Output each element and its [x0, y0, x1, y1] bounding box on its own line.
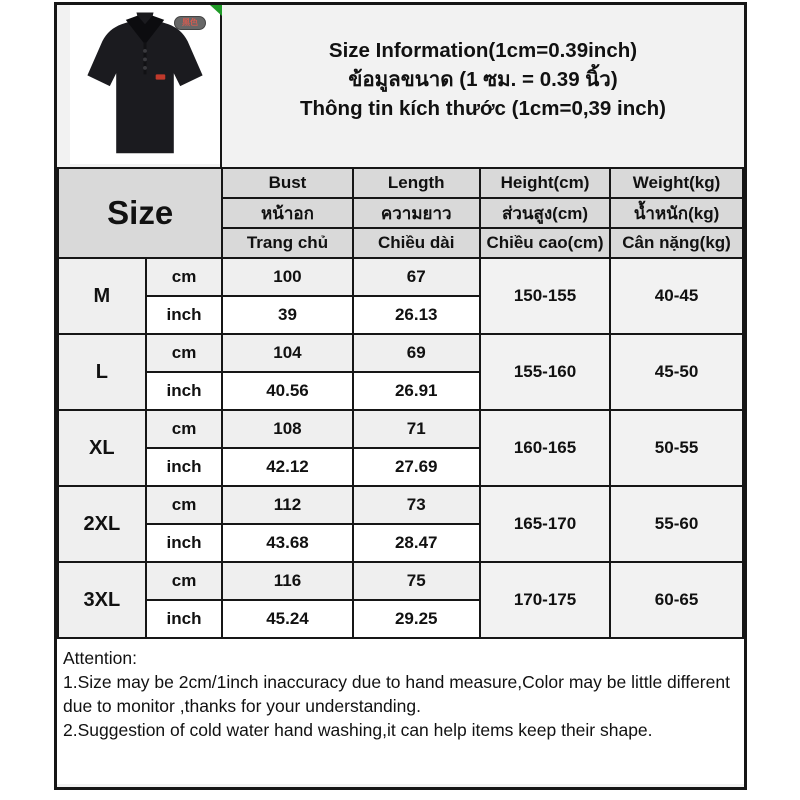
unit-cell: inch — [146, 600, 223, 638]
color-variant-badge: 黑色 — [174, 16, 206, 30]
weight-header-vi: Cân nặng(kg) — [610, 228, 743, 258]
length-value: 71 — [353, 410, 480, 448]
length-value: 27.69 — [353, 448, 480, 486]
weight-range: 50-55 — [610, 410, 743, 486]
unit-cell: cm — [146, 562, 223, 600]
bust-header-vi: Trang chủ — [222, 228, 352, 258]
length-value: 75 — [353, 562, 480, 600]
bust-value: 43.68 — [222, 524, 352, 562]
bust-value: 116 — [222, 562, 352, 600]
unit-cell: cm — [146, 334, 223, 372]
title-english: Size Information(1cm=0.39inch) — [328, 38, 638, 62]
unit-cell: inch — [146, 448, 223, 486]
weight-range: 40-45 — [610, 258, 743, 334]
height-range: 150-155 — [480, 258, 610, 334]
length-header-th: ความยาว — [353, 198, 480, 228]
bust-value: 42.12 — [222, 448, 352, 486]
length-value: 29.25 — [353, 600, 480, 638]
table-row — [58, 562, 743, 600]
length-value: 26.91 — [353, 372, 480, 410]
title-block — [222, 5, 744, 167]
bust-header-th: หน้าอก — [222, 198, 352, 228]
length-value: 26.13 — [353, 296, 480, 334]
unit-cell: cm — [146, 258, 223, 296]
length-header-en: Length — [353, 168, 480, 198]
bust-header-en: Bust — [222, 168, 352, 198]
corner-ribbon-icon — [210, 5, 222, 16]
weight-range: 60-65 — [610, 562, 743, 638]
bust-value: 45.24 — [222, 600, 352, 638]
size-table-header — [58, 168, 743, 258]
attention-section — [57, 639, 744, 784]
weight-range: 45-50 — [610, 334, 743, 410]
size-cell: L — [58, 334, 146, 410]
bust-value: 39 — [222, 296, 352, 334]
bust-value: 112 — [222, 486, 352, 524]
size-table — [57, 167, 744, 639]
height-header-th: ส่วนสูง(cm) — [480, 198, 610, 228]
table-row — [58, 334, 743, 372]
title-vietnamese: Thông tin kích thước (1cm=0,39 inch) — [299, 96, 667, 120]
table-row — [58, 258, 743, 296]
size-chart-panel — [54, 2, 747, 790]
weight-header-th: น้ำหนัก(kg) — [610, 198, 743, 228]
bust-value: 104 — [222, 334, 352, 372]
unit-cell: inch — [146, 372, 223, 410]
weight-range: 55-60 — [610, 486, 743, 562]
height-range: 165-170 — [480, 486, 610, 562]
bust-value: 108 — [222, 410, 352, 448]
unit-cell: inch — [146, 524, 223, 562]
size-cell: 2XL — [58, 486, 146, 562]
polo-shirt-icon — [81, 10, 209, 160]
height-range: 160-165 — [480, 410, 610, 486]
bust-value: 100 — [222, 258, 352, 296]
attention-note-2: 2.Suggestion of cold water hand washing,it can help items keep their shape. — [63, 720, 653, 740]
size-header-cell: Size — [58, 168, 222, 258]
size-cell: 3XL — [58, 562, 146, 638]
size-cell: XL — [58, 410, 146, 486]
length-value: 73 — [353, 486, 480, 524]
length-header-vi: Chiều dài — [353, 228, 480, 258]
height-range: 170-175 — [480, 562, 610, 638]
height-header-vi: Chiều cao(cm) — [480, 228, 610, 258]
size-cell: M — [58, 258, 146, 334]
attention-note-1: 1.Size may be 2cm/1inch inaccuracy due to hand measure,Color may be little different due to monitor ,thanks for your understanding. — [63, 672, 730, 716]
height-range: 155-160 — [480, 334, 610, 410]
bust-value: 40.56 — [222, 372, 352, 410]
header-section — [57, 5, 744, 167]
height-header-en: Height(cm) — [480, 168, 610, 198]
unit-cell: cm — [146, 486, 223, 524]
product-image-cell — [57, 5, 222, 167]
table-row — [58, 410, 743, 448]
unit-cell: inch — [146, 296, 223, 334]
length-value: 69 — [353, 334, 480, 372]
weight-header-en: Weight(kg) — [610, 168, 743, 198]
table-row — [58, 486, 743, 524]
length-value: 67 — [353, 258, 480, 296]
attention-heading: Attention: — [63, 648, 137, 668]
unit-cell: cm — [146, 410, 223, 448]
title-thai: ข้อมูลขนาด (1 ซม. = 0.39 นิ้ว) — [348, 67, 618, 91]
length-value: 28.47 — [353, 524, 480, 562]
